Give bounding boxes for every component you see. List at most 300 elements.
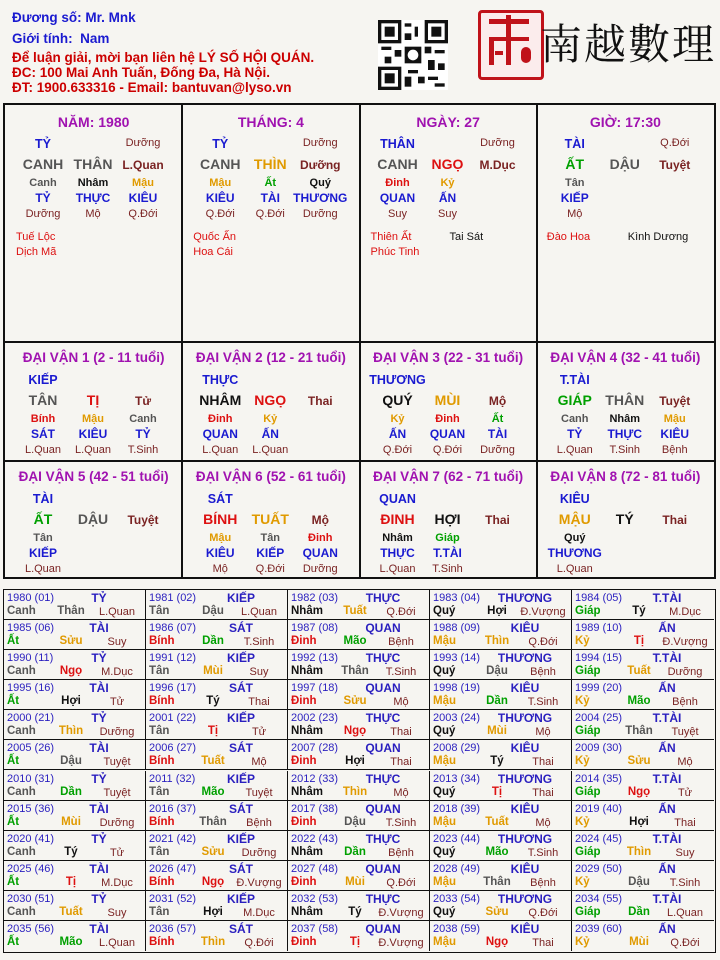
luck-stem: NHÂM: [199, 392, 242, 408]
hidden-ten-god: KIÊU: [205, 546, 235, 560]
year-stage: L.Quan: [240, 606, 278, 618]
year-stage: L.Quan: [98, 606, 136, 618]
year-cell: [4, 861, 146, 891]
year-ten-god: KIÊU: [510, 741, 540, 756]
year-stage: Bệnh: [530, 666, 556, 679]
luck-stem: ẤT: [33, 511, 53, 527]
year-ten-god: QUAN: [365, 861, 401, 876]
luck-branch: TỊ: [86, 392, 100, 408]
year-label: 1983 (04): [433, 592, 481, 604]
year-stem: Bính: [149, 875, 175, 888]
pillar-cell: [360, 105, 537, 341]
year-stem: Bính: [149, 755, 175, 768]
pillar-stage: Q.Đới: [660, 137, 690, 149]
year-stem: Nhâm: [291, 785, 323, 798]
hidden-stem: Đinh: [435, 413, 460, 425]
year-cell: [288, 771, 430, 801]
pillar-stage: L.Quan: [122, 158, 164, 172]
year-branch: Thân: [57, 605, 85, 617]
year-ten-god: SÁT: [229, 741, 253, 756]
year-branch: Thân: [341, 665, 369, 678]
year-label: 1982 (03): [291, 592, 339, 604]
year-cell: [146, 620, 288, 650]
year-stem: Quý: [433, 905, 456, 918]
year-cell: [288, 710, 430, 740]
year-branch: Dậu: [202, 605, 224, 617]
red-seal-icon: [478, 10, 544, 80]
luck-stage: Thai: [662, 513, 688, 527]
year-label: 2017 (38): [291, 802, 339, 815]
year-cell: [430, 801, 572, 831]
qr-code-icon[interactable]: [378, 20, 448, 90]
year-cell: [288, 680, 430, 710]
year-stage: Q.Đới: [386, 876, 416, 889]
year-branch: Thìn: [626, 845, 652, 858]
year-cell: [4, 740, 146, 770]
hidden-ten-god: QUAN: [202, 427, 238, 441]
hidden-ten-god: TÀI: [487, 427, 508, 441]
year-stem: Bính: [149, 815, 175, 828]
year-label: 2028 (49): [433, 862, 481, 875]
year-label: 2029 (50): [575, 862, 623, 875]
pillar-stage: Dưỡng: [125, 137, 161, 149]
year-label: 2030 (51): [7, 892, 55, 905]
luck-title: ĐẠI VẬN 6 (52 - 61 tuổi): [195, 469, 346, 484]
year-ten-god: T.TÀI: [652, 711, 682, 726]
year-cell: [146, 680, 288, 710]
year-stem: Giáp: [575, 845, 601, 858]
luck-cycle-cell: [537, 343, 714, 459]
year-cell: [572, 801, 714, 831]
hidden-stage: T.Sinh: [127, 444, 159, 456]
pillar-stem: CANH: [22, 156, 64, 172]
year-label: 2005 (26): [7, 742, 55, 755]
year-branch: Tị: [349, 935, 361, 948]
year-label: 2025 (46): [7, 862, 55, 875]
year-label: 2035 (56): [7, 922, 55, 935]
year-cell: [572, 921, 714, 951]
hidden-stage: Mộ: [212, 563, 228, 575]
year-stage: Q.Đới: [528, 906, 558, 919]
year-stage: T.Sinh: [527, 846, 559, 859]
luck-stage: Mộ: [311, 513, 329, 527]
year-stem: Tân: [149, 905, 170, 918]
hidden-ten-god: THỰC: [380, 546, 415, 560]
year-branch: Dần: [60, 785, 82, 798]
year-ten-god: T.TÀI: [652, 771, 682, 786]
year-stem: Ất: [7, 815, 20, 828]
year-label: 2002 (23): [291, 712, 339, 725]
year-stem: Nhâm: [291, 605, 323, 617]
year-branch: Mùi: [345, 875, 365, 888]
year-branch: Tị: [65, 875, 77, 888]
year-stem: Tân: [149, 665, 170, 678]
year-cell: [572, 620, 714, 650]
year-label: 1993 (14): [433, 652, 481, 665]
year-branch: Tý: [64, 845, 78, 858]
year-label: 2027 (48): [291, 862, 339, 875]
year-cell: [4, 801, 146, 831]
hidden-stage: Mộ: [567, 208, 583, 220]
pillar-title: GIỜ: 17:30: [589, 114, 661, 130]
year-cell: [430, 650, 572, 680]
year-label: 2023 (44): [433, 832, 481, 845]
year-label: 2004 (25): [575, 712, 623, 725]
year-cell: [146, 861, 288, 891]
year-stage: Mộ: [535, 816, 551, 829]
year-stage: L.Quan: [666, 906, 704, 919]
year-branch: Tuất: [59, 905, 83, 918]
year-stem: Nhâm: [291, 845, 323, 858]
year-stage: Bệnh: [388, 846, 414, 859]
year-stage: Tử: [109, 696, 125, 709]
year-cell: [146, 710, 288, 740]
hidden-stage: Q.Đới: [128, 208, 158, 220]
pillar-ten-god: TỶ: [35, 137, 51, 151]
year-label: 2014 (35): [575, 772, 623, 785]
year-ten-god: QUAN: [365, 621, 401, 636]
year-stem: Bính: [149, 935, 175, 948]
year-label: 2032 (53): [291, 892, 339, 905]
year-cell: [4, 831, 146, 861]
year-label: 2016 (37): [149, 802, 197, 815]
year-ten-god: THƯƠNG: [497, 591, 553, 605]
year-cell: [4, 590, 146, 620]
year-label: 2036 (57): [149, 922, 197, 935]
year-stage: Thai: [390, 726, 412, 739]
luck-stage: Mộ: [488, 394, 507, 408]
luck-ten-god: TÀI: [32, 492, 54, 506]
hidden-ten-god: ẤN: [261, 427, 279, 441]
year-branch: Thân: [483, 875, 511, 888]
star-label: Dịch Mã: [16, 246, 57, 258]
pillar-branch: THÂN: [73, 156, 113, 172]
year-stem: Tân: [149, 725, 170, 738]
year-ten-god: SÁT: [229, 681, 253, 696]
year-label: 2033 (54): [433, 892, 481, 905]
year-ten-god: KIÊU: [510, 861, 540, 876]
year-stage: Bệnh: [530, 876, 556, 889]
year-label: 1984 (05): [575, 592, 623, 604]
year-ten-god: THỰC: [365, 831, 401, 846]
year-label: 2011 (32): [149, 772, 196, 785]
year-label: 2037 (58): [291, 922, 339, 935]
year-branch: Mão: [343, 635, 367, 648]
year-branch: Dần: [628, 905, 650, 918]
pillar-ten-god: TÀI: [564, 137, 585, 151]
year-branch: Dậu: [486, 665, 508, 678]
year-stage: Đ.Vượng: [378, 906, 424, 919]
year-cell: [430, 680, 572, 710]
year-stage: T.Sinh: [243, 636, 275, 649]
year-cell: [572, 680, 714, 710]
year-cell: [572, 831, 714, 861]
year-branch: Hợi: [203, 905, 223, 918]
year-ten-god: KIẾP: [226, 771, 255, 786]
year-stage: Thai: [532, 936, 554, 949]
star-label: Đào Hoa: [546, 231, 591, 243]
pillar-ten-god: TỶ: [212, 137, 229, 151]
year-label: 2003 (24): [433, 712, 481, 725]
luck-stage: Thai: [485, 513, 510, 527]
year-stem: Ất: [7, 635, 20, 648]
year-branch: Dần: [202, 635, 224, 648]
pillar-cell: [182, 105, 359, 341]
year-stem: Kỷ: [575, 935, 590, 948]
year-cell: [288, 891, 430, 921]
year-branch: Ngọ: [59, 665, 83, 678]
luck-stem: GIÁP: [557, 392, 592, 408]
hidden-stage: T.Sinh: [609, 444, 641, 456]
year-ten-god: THỰC: [365, 771, 401, 786]
year-label: 2034 (55): [575, 892, 623, 905]
year-ten-god: TỶ: [91, 651, 107, 666]
year-label: 2019 (40): [575, 802, 623, 815]
hidden-stage: T.Sinh: [432, 563, 463, 575]
year-stem: Đinh: [291, 695, 317, 708]
hidden-stem: Canh: [129, 413, 157, 425]
year-branch: Thìn: [200, 935, 226, 948]
luck-stem: BÍNH: [203, 511, 238, 527]
year-ten-god: THỰC: [365, 891, 401, 906]
pillar-stage: Tuyệt: [659, 158, 691, 172]
hidden-stage: Q.Đới: [432, 444, 463, 456]
year-branch: Mão: [627, 695, 651, 708]
luck-stem: MẬU: [558, 511, 591, 527]
year-stem: Ất: [7, 935, 20, 948]
gender-value: Nam: [80, 31, 110, 46]
hidden-stem: Ất: [264, 177, 277, 189]
hidden-stage: L.Quan: [556, 563, 593, 575]
year-stage: T.Sinh: [385, 666, 417, 679]
year-stage: Đ.Vượng: [662, 636, 708, 649]
hidden-ten-god: ẤN: [388, 427, 407, 441]
year-cell: [572, 891, 714, 921]
year-stage: Bệnh: [388, 636, 414, 649]
year-cell: [146, 891, 288, 921]
hidden-stage: Dưỡng: [25, 208, 61, 220]
hidden-stem: Canh: [561, 413, 589, 425]
year-ten-god: T.TÀI: [652, 651, 682, 666]
year-stem: Kỷ: [575, 815, 590, 828]
year-stem: Đinh: [291, 935, 317, 948]
pillar-stage: Dưỡng: [299, 158, 341, 172]
luck-ten-god: QUAN: [379, 492, 416, 506]
year-cell: [430, 891, 572, 921]
year-ten-god: KIẾP: [226, 591, 255, 605]
hidden-stem: Kỷ: [440, 177, 455, 189]
year-ten-god: T.TÀI: [652, 831, 682, 846]
year-ten-god: THƯƠNG: [497, 891, 553, 906]
phone-email-line[interactable]: ĐT: 1900.633316 - Email: bantuvan@lyso.vn: [12, 80, 292, 95]
year-stem: Mậu: [433, 635, 456, 648]
year-stem: Kỷ: [575, 635, 590, 648]
year-cell: [430, 771, 572, 801]
year-cell: [4, 680, 146, 710]
hidden-stage: Bệnh: [661, 444, 688, 456]
luck-stem: ĐINH: [380, 511, 415, 527]
year-stem: Kỷ: [575, 755, 590, 768]
year-stage: Đ.Vượng: [520, 606, 566, 618]
luck-cycle-cell: [5, 343, 182, 459]
year-label: 1995 (16): [7, 682, 55, 695]
year-stage: Tuyệt: [103, 786, 131, 799]
year-ten-god: ẤN: [658, 741, 676, 756]
year-stage: Tuyệt: [245, 786, 273, 799]
hidden-stem: Đinh: [308, 532, 333, 544]
hidden-ten-god: QUAN: [379, 191, 416, 205]
year-label: 2026 (47): [149, 862, 197, 875]
year-stage: Suy: [675, 846, 695, 859]
hidden-ten-god: TỶ: [35, 191, 51, 205]
year-stage: M.Dục: [101, 666, 133, 679]
year-stage: Thai: [532, 756, 554, 769]
year-cell: [430, 590, 572, 620]
hidden-stem: Bính: [30, 413, 56, 425]
year-branch: Mùi: [61, 815, 81, 828]
year-cell: [4, 710, 146, 740]
year-ten-god: THỰC: [365, 651, 401, 666]
gender-line: [12, 31, 109, 47]
year-ten-god: TỶ: [91, 831, 107, 846]
pillar-branch: DẬU: [609, 156, 640, 172]
hidden-ten-god: KIẾP: [256, 546, 285, 560]
year-branch: Ngọ: [485, 935, 509, 948]
year-branch: Thìn: [342, 785, 368, 798]
year-cell: [146, 921, 288, 951]
hidden-ten-god: THỰC: [607, 427, 643, 441]
hidden-stage: L.Quan: [24, 444, 62, 456]
hidden-ten-god: ẤN: [438, 191, 457, 205]
luck-branch: TÝ: [615, 511, 634, 527]
year-stem: Canh: [7, 605, 36, 617]
year-cell: [572, 590, 714, 620]
year-label: 2010 (31): [7, 772, 55, 785]
year-label: 2007 (28): [291, 742, 339, 755]
hidden-ten-god: TỶ: [567, 427, 583, 441]
year-branch: Hợi: [61, 695, 81, 708]
year-branch: Mão: [59, 935, 83, 948]
year-label: 2022 (43): [291, 832, 339, 845]
pillar-stem: ẤT: [565, 156, 585, 172]
pillar-branch: NGỌ: [431, 156, 464, 172]
year-branch: Sửu: [343, 695, 367, 708]
year-ten-god: TỶ: [91, 771, 107, 786]
year-cell: [572, 710, 714, 740]
hidden-stage: Q.Đới: [255, 563, 285, 575]
year-ten-god: TỶ: [91, 591, 107, 605]
hidden-ten-god: THỰC: [75, 191, 111, 205]
year-cell: [288, 921, 430, 951]
year-stage: Tử: [251, 726, 267, 739]
year-stem: Tân: [149, 785, 170, 798]
year-branch: Dần: [344, 845, 366, 858]
year-ten-god: T.TÀI: [652, 891, 682, 906]
luck-title: ĐẠI VẬN 2 (12 - 21 tuổi): [195, 350, 346, 365]
pillar-stage: M.Dục: [479, 158, 516, 172]
year-stage: Suy: [107, 636, 127, 649]
year-cell: [288, 650, 430, 680]
pillar-title: THÁNG: 4: [237, 114, 304, 130]
luck-stage: Tử: [134, 394, 152, 408]
year-cell: [430, 620, 572, 650]
year-branch: Sửu: [59, 635, 83, 648]
year-label: 2012 (33): [291, 772, 339, 785]
year-stage: Suy: [107, 906, 127, 919]
year-branch: Hợi: [487, 605, 507, 617]
year-cell: [572, 650, 714, 680]
hidden-stem: Mậu: [82, 413, 104, 425]
year-ten-god: TÀI: [89, 621, 109, 636]
owner-value: Mr. Mnk: [85, 10, 136, 25]
year-cell: [288, 831, 430, 861]
year-stem: Đinh: [291, 815, 317, 828]
year-stage: Thai: [248, 696, 270, 709]
year-branch: Hợi: [629, 815, 649, 828]
year-branch: Sửu: [627, 755, 651, 768]
year-cell: [146, 771, 288, 801]
luck-ten-god: KIẾP: [28, 373, 58, 387]
year-branch: Tý: [490, 755, 504, 768]
year-ten-god: QUAN: [365, 681, 401, 696]
year-label: 1999 (20): [575, 682, 623, 695]
year-stem: Giáp: [575, 905, 601, 918]
year-stage: T.Sinh: [527, 696, 559, 709]
year-ten-god: ẤN: [658, 861, 676, 876]
year-branch: Ngọ: [627, 785, 651, 798]
pillar-grid: [3, 103, 716, 579]
year-stage: Bệnh: [246, 816, 272, 829]
year-stage: Q.Đới: [244, 936, 274, 949]
owner-line: [12, 10, 136, 26]
year-ten-god: SÁT: [229, 861, 253, 876]
hidden-stage: Mộ: [85, 208, 101, 220]
year-label: 2018 (39): [433, 802, 481, 815]
hidden-stage: L.Quan: [379, 563, 416, 575]
year-cell: [146, 801, 288, 831]
year-stage: Mộ: [251, 756, 267, 769]
year-stage: Tuyệt: [103, 756, 131, 769]
year-cell: [572, 771, 714, 801]
year-branch: Thân: [625, 725, 653, 738]
year-branch: Thìn: [58, 725, 84, 738]
star-label: Quốc Ấn: [193, 231, 237, 243]
year-stem: Tân: [149, 605, 170, 617]
year-label: 1980 (01): [7, 592, 55, 604]
year-label: 1997 (18): [291, 682, 339, 695]
hidden-ten-god: QUAN: [302, 546, 338, 560]
hidden-ten-god: THƯƠNG: [547, 546, 602, 560]
year-ten-god: SÁT: [229, 921, 253, 936]
year-stage: Đ.Vượng: [236, 876, 282, 889]
pillar-cell: [5, 105, 182, 341]
hidden-stage: Dưỡng: [480, 444, 515, 456]
year-stem: Mậu: [433, 755, 456, 768]
year-stage: Mộ: [393, 786, 409, 799]
year-ten-god: KIẾP: [226, 891, 255, 906]
hidden-stem: Nhâm: [77, 177, 109, 189]
contact-line: Để luận giải, mời bạn liên hệ LÝ SỐ HỘI QUÁN.: [12, 50, 315, 65]
year-cell: [288, 620, 430, 650]
year-ten-god: QUAN: [365, 921, 401, 936]
year-stage: M.Dục: [243, 906, 275, 919]
year-stage: Thai: [390, 756, 412, 769]
year-branch: Dậu: [344, 815, 366, 828]
year-cell: [572, 861, 714, 891]
year-ten-god: KIẾP: [226, 831, 255, 846]
year-stem: Nhâm: [291, 725, 323, 738]
year-stem: Bính: [149, 635, 175, 648]
